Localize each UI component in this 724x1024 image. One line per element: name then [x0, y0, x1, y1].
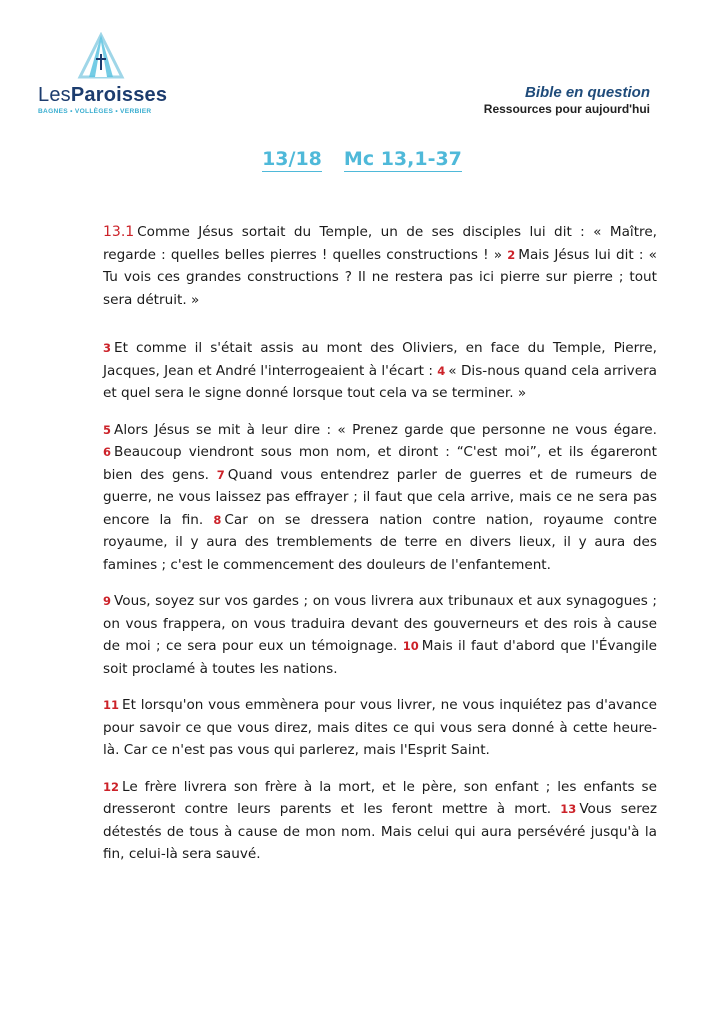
verse-number: 11 — [103, 698, 120, 712]
verse-number: 8 — [213, 512, 222, 527]
verse-text: Et comme il s'était assis au mont des Oliviers, en face du Temple, Pierre, Jacques, Jean et André l'interrogeaient à l'écart : — [103, 340, 657, 379]
scripture-text — [103, 221, 657, 878]
paragraph — [103, 337, 657, 405]
verse-text: « Dis-nous quand cela arrivera et quel sera le signe donné lorsque tout cela va se terminer. » — [103, 362, 657, 401]
verse-number: 13 — [560, 802, 577, 816]
verse-number: 2 — [507, 247, 516, 262]
verse-text: Alors Jésus se mit à leur dire : « Prenez garde que personne ne vous égare. — [114, 421, 657, 438]
verse-text: Mais Jésus lui dit : « Tu vois ces grandes constructions ? Il ne restera pas ici pierre sur pierre ; tout sera détruit. » — [103, 246, 657, 308]
paragraph — [103, 221, 657, 311]
church-tent-logo-icon — [76, 32, 126, 82]
verse-number: 3 — [103, 341, 112, 355]
verse-number: 10 — [402, 639, 419, 653]
verse-number: 4 — [437, 363, 446, 378]
series-header — [484, 84, 650, 116]
logo-wordmark: LesParoisses — [38, 84, 168, 106]
series-title: Bible en question — [524, 84, 650, 101]
parish-logo — [38, 32, 173, 115]
verse-text: Vous serez détestés de tous à cause de mon nom. Mais celui qui aura persévéré jusqu'à la fin, celui-là sera sauvé. — [103, 801, 657, 862]
verse-number: 12 — [103, 779, 120, 794]
logo-subtitle: BAGNES • VOLLÈGES • VERBIER — [38, 108, 152, 115]
paragraph — [103, 590, 657, 680]
verse-number: 13.1 — [103, 224, 135, 240]
paragraph — [103, 776, 657, 866]
verse-text: Mais il faut d'abord que l'Évangile soit proclamé à toutes les nations. — [103, 638, 657, 677]
verse-number: 6 — [103, 445, 112, 459]
paragraph — [103, 694, 657, 762]
title-reference: Mc 13,1-37 — [343, 148, 462, 170]
series-subtitle: Ressources pour aujourd'hui — [483, 102, 650, 116]
verse-text: Et lorsqu'on vous emmènera pour vous livrer, ne vous inquiétez pas d'avance pour savoir ce que vous direz, mais dites ce qui vous sera donné à cette heure-là. Car ce n'est pas vous qui parlerez, mais l'Esprit Saint. — [103, 697, 657, 758]
verse-number: 5 — [103, 422, 112, 437]
paragraph — [103, 419, 657, 577]
verse-text: Beaucoup viendront sous mon nom, et diront : “C'est moi”, et ils égareront bien des gens. — [103, 444, 657, 483]
title-part: 13/18 — [262, 148, 322, 170]
verse-text: Quand vous entendrez parler de guerres et de rumeurs de guerre, ne vous laissez pas effrayer ; il faut que cela arrive, mais ce ne sera pas encore la fin. — [103, 466, 657, 528]
page-title — [0, 148, 724, 170]
verse-number: 9 — [103, 594, 112, 608]
verse-text: Car on se dressera nation contre nation, royaume contre royaume, il y aura des tremblements de terre en divers lieux, il y aura des famines ; c'est le commencement des douleurs de l'enfantement. — [103, 511, 658, 573]
verse-text: Le frère livrera son frère à la mort, et le père, son enfant ; les enfants se dresseront contre leurs parents et les feront mettre à mort. — [103, 778, 657, 817]
verse-text: Comme Jésus sortait du Temple, un de ses disciples lui dit : « Maître, regarde : quelles belles pierres ! quelles constructions ! » — [103, 224, 657, 263]
verse-text: Vous, soyez sur vos gardes ; on vous livrera aux tribunaux et aux synagogues ; on vous frappera, on vous traduira devant des gouverneurs et des rois à cause de moi ; ce sera pour eux un témoignage. — [103, 593, 657, 654]
verse-number: 7 — [216, 467, 225, 482]
